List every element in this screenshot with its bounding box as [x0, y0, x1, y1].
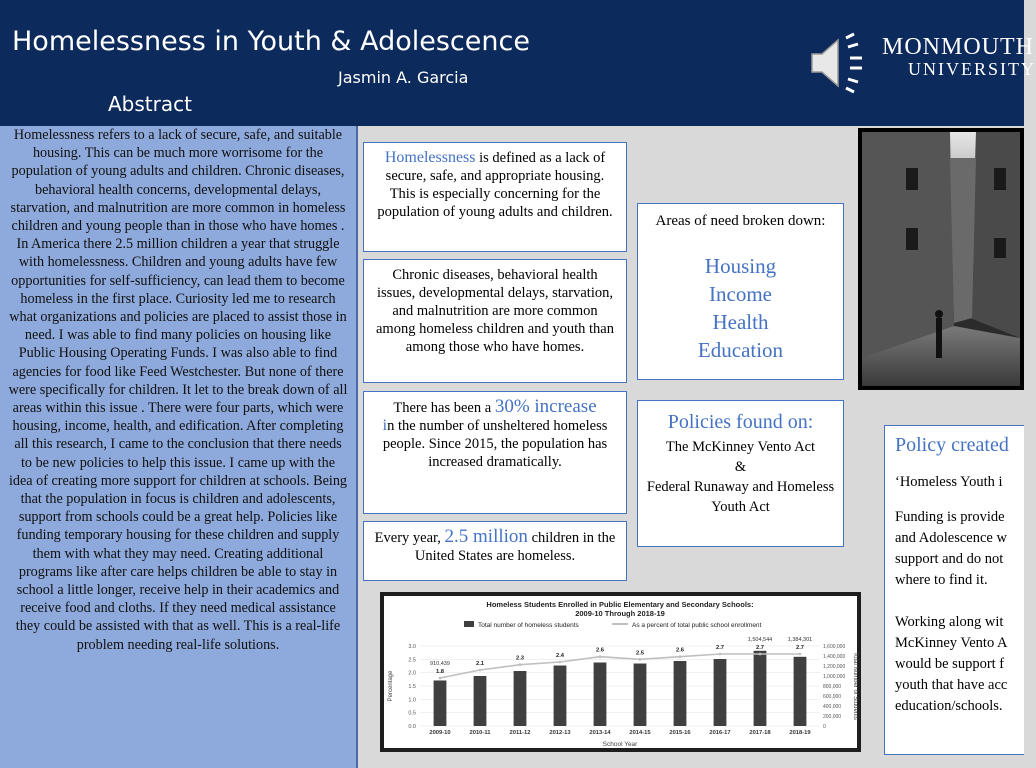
chart-y-tick: 0.0 — [408, 724, 416, 730]
chart-y-tick: 3.0 — [408, 644, 416, 650]
policies-heading: Policies found on: — [667, 411, 814, 433]
million-pre: Every year, — [374, 530, 445, 546]
areas-box — [637, 203, 844, 380]
abstract-text: Homelessness refers to a lack of secure, safe, and suitable housing. This can be much more worrisome for the population of young adults and children. Chronic diseases, behavioral health concerns, developmental delays, starvation, and malnutrition are more common in homeless children and young people than in those who have homes . In America there 2.5 million children a year that struggle with homelessness. Children and young adults have few opportunities for self-sufficiency, can lead them to become homeless in the first place. Curiosity led me to research what organizations and policies are placed to assist those in need. I was able to find many policies on housing like Public Housing Operating Funds. I was also able to find agencies for food like Feed Westchester. But none of there were specifically for children. It let to the break down of all areas within this issue . There were four parts, which were housing, income, health, and edification. After completing all this research, I came to the conclusion that there needs to be new policies to help this issue. I came up with the idea of creating more support for children at schools. Being that the population in focus is children and adolescents, support from schools could be a great help. Policies like funding temporary housing for these children and supply them with what they may need. Creating additional programs like after care helps children be able to stay in school a little longer, receive help in their academics and receive food and cloths. If they need medical assistance they could be assisted with that as well. This is a real-life problem needing real-life solutions. — [8, 127, 348, 653]
chronic-box — [363, 259, 627, 383]
chart-bar — [714, 659, 727, 726]
chart-y-tick: 2.0 — [408, 670, 416, 677]
chart-y-tick: 0.5 — [408, 710, 416, 717]
chart-percent-point — [439, 677, 442, 680]
definition-highlight: Homelessness — [384, 149, 476, 166]
policy-created-p2-l2: McKinney Vento A — [895, 635, 1008, 651]
chart-bar — [434, 680, 447, 726]
chart-y-tick: 1.5 — [408, 684, 416, 690]
chart-y2-tick: 1,000,000 — [823, 674, 846, 680]
chart-x-label: School Year — [602, 741, 638, 748]
chart-subtitle: 2009-10 Through 2018-19 — [575, 609, 665, 618]
policy-ampersand: & — [734, 459, 747, 475]
chart-bar — [514, 671, 527, 726]
chart-y2-tick: 1,200,000 — [823, 664, 846, 670]
chart-x-tick: 2016-17 — [709, 730, 731, 736]
chart-y-tick: 1.0 — [408, 697, 416, 704]
chart-x-tick: 2009-10 — [429, 730, 451, 736]
policy-created-p1-l2: and Adolescence w — [895, 530, 1007, 546]
definition-box — [363, 142, 627, 252]
abstract-heading: Abstract — [108, 92, 192, 116]
policy-created-p2-l4: youth that have acc — [895, 677, 1008, 693]
chart-y2-tick: 200,000 — [823, 714, 842, 720]
policy-created-p2-l1: Working along wit — [895, 614, 1004, 630]
chart-pct-label: 2.5 — [635, 650, 645, 657]
chart-percent-point — [679, 655, 682, 658]
policy-mckinney: The McKinney Vento Act — [665, 439, 816, 455]
chart-x-tick: 2010-11 — [469, 730, 491, 736]
policy-created-p1-l1: Funding is provide — [895, 509, 1005, 525]
chart-percent-point — [599, 655, 602, 658]
chart-bar-label: 910,439 — [430, 661, 450, 667]
policy-created-heading: Policy created — [895, 434, 1009, 456]
chart-y2-tick: 0 — [823, 724, 826, 730]
chart-pct-label: 2.7 — [795, 645, 805, 651]
legend-line-label: As a percent of total public school enrollment — [632, 622, 762, 629]
chart-bar-label: 1,504,544 — [747, 637, 773, 643]
university-logo — [882, 34, 1036, 80]
chart-pct-label: 2.3 — [515, 655, 525, 662]
area-item-health: Health — [712, 310, 769, 334]
areas-heading: Areas of need broken down: — [655, 213, 826, 229]
chart-x-tick: 2018-19 — [789, 730, 811, 736]
chart-x-tick: 2013-14 — [589, 730, 611, 736]
policies-box — [637, 400, 844, 547]
speaker-icon[interactable] — [808, 34, 874, 92]
chart-title: Homeless Students Enrolled in Public Elementary and Secondary Schools: — [486, 600, 754, 609]
definition-text: is defined as a lack of secure, safe, and appropriate housing. This is especially concerning for the population of young adults and children. — [377, 150, 613, 220]
chart-y2-tick: 600,000 — [823, 694, 842, 700]
chart-y2-tick: 400,000 — [823, 704, 842, 710]
chart-x-tick: 2012-13 — [549, 730, 571, 736]
chart-percent-point — [799, 653, 802, 656]
chart-panel — [384, 596, 857, 748]
chart-bar — [754, 651, 767, 726]
million-box — [363, 521, 627, 581]
policy-runaway: Federal Runaway and Homeless Youth Act — [646, 479, 835, 515]
chart-bar — [594, 663, 607, 727]
policy-created-box — [884, 425, 1024, 755]
chart-pct-label: 2.6 — [595, 647, 605, 654]
homeless-students-chart — [384, 596, 857, 748]
area-item-education: Education — [697, 338, 784, 362]
logo-line-1: MONMOUTH — [882, 34, 1034, 60]
chart-x-tick: 2014-15 — [629, 730, 651, 736]
million-highlight: 2.5 million — [444, 526, 528, 547]
street-photo-graphic — [858, 128, 1024, 390]
logo-line-2: UNIVERSITY — [908, 59, 1036, 79]
chart-frame — [380, 592, 861, 752]
increase-text: n the number of unsheltered homeless people. Since 2015, the population has increased dramatically. — [382, 418, 608, 470]
chart-y-tick: 2.5 — [408, 657, 416, 664]
million-text: children in the United States are homeless. — [414, 530, 616, 564]
poster-title: Homelessness in Youth & Adolescence — [12, 26, 530, 57]
chart-percent-point — [639, 658, 642, 661]
chart-y2-tick: 1,600,000 — [823, 644, 846, 650]
chart-y-label: Percentage — [388, 670, 394, 702]
chart-y2-tick: 1,400,000 — [823, 654, 846, 660]
area-item-housing: Housing — [704, 254, 777, 278]
chart-y2-tick: 800,000 — [823, 684, 842, 690]
legend-bar-label: Total number of homeless students — [478, 622, 579, 629]
chart-bar — [674, 661, 687, 726]
increase-highlight: 30% increase — [494, 396, 597, 417]
chart-bar — [794, 657, 807, 726]
chart-pct-label: 2.1 — [475, 661, 485, 667]
chart-pct-label: 2.6 — [675, 647, 685, 654]
chart-pct-label: 2.7 — [755, 645, 765, 651]
chart-pct-label: 2.4 — [555, 653, 565, 659]
chart-x-tick: 2017-18 — [749, 730, 771, 736]
increase-highlight-tail: i — [382, 417, 388, 434]
chart-x-tick: 2011-12 — [509, 730, 531, 736]
increase-box — [363, 391, 627, 514]
chart-bar-label: 1,384,301 — [787, 637, 813, 643]
policy-created-p2-l5: education/schools. — [895, 698, 1003, 714]
chart-bar — [474, 676, 487, 726]
chart-percent-point — [479, 669, 482, 672]
chart-bar — [554, 666, 567, 727]
chart-percent-point — [519, 663, 522, 666]
chart-percent-point — [719, 653, 722, 656]
abstract-panel — [0, 126, 358, 768]
policy-created-p1-l4: where to find it. — [895, 572, 988, 588]
chart-percent-point — [759, 653, 762, 656]
policy-created-p2-l3: would be support f — [895, 656, 1005, 672]
increase-pre: There has been a — [393, 400, 495, 416]
legend-bar-swatch — [464, 621, 474, 627]
chart-x-tick: 2015-16 — [669, 730, 691, 736]
chronic-text: Chronic diseases, behavioral health issues, developmental delays, starvation, and malnutrition are more common among homeless children and youth than among those who have homes. — [376, 267, 614, 355]
chart-percent-point — [559, 661, 562, 664]
poster-header — [0, 0, 1036, 126]
policy-created-p1-l3: support and do not — [895, 551, 1004, 567]
chart-y2-label: Total Number of Students — [852, 652, 858, 720]
chart-percent-line — [440, 654, 800, 678]
chart-pct-label: 2.7 — [715, 645, 725, 651]
street-photo — [858, 128, 1024, 390]
area-item-income: Income — [709, 282, 772, 306]
chart-bar — [634, 664, 647, 727]
author-name: Jasmin A. Garcia — [338, 68, 469, 87]
policy-created-quote: ‘Homeless Youth i — [895, 474, 1003, 490]
chart-pct-label: 1.8 — [435, 669, 445, 675]
